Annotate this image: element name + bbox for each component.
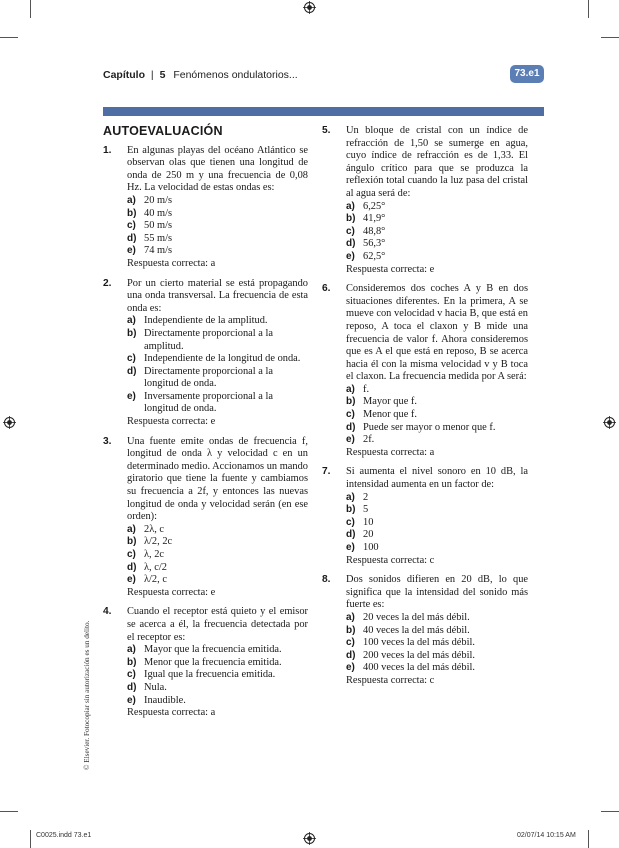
answer-option <box>346 529 528 542</box>
answer-option <box>346 384 528 397</box>
option-text: 10 <box>363 516 374 528</box>
option-letter: a) <box>127 523 136 535</box>
crop-mark <box>30 0 31 18</box>
option-letter: e) <box>127 574 136 586</box>
option-text: λ, c/2 <box>144 561 167 573</box>
crop-mark <box>588 0 589 18</box>
option-text: 2f. <box>363 434 375 446</box>
option-text: 41,9° <box>363 213 386 225</box>
registration-mark-icon <box>303 832 316 845</box>
answer-option <box>127 208 308 221</box>
option-text: Menor que la frecuencia emitida. <box>144 656 282 668</box>
answer-option <box>127 657 308 670</box>
answer-option <box>127 549 308 562</box>
question-number: 4. <box>103 606 112 618</box>
answer-option <box>346 434 528 447</box>
option-text: 2 <box>363 491 369 503</box>
answer-option <box>346 517 528 530</box>
answer-option <box>127 353 308 366</box>
crop-mark <box>588 830 589 848</box>
question-item <box>103 436 308 600</box>
question-list-right <box>322 125 528 688</box>
option-text: λ, 2c <box>144 549 165 560</box>
option-text: λ/2, 2c <box>144 536 173 548</box>
answer-option <box>346 251 528 264</box>
option-letter: e) <box>346 542 355 553</box>
question-number: 8. <box>322 574 331 586</box>
question-stem: Cuando el receptor está quieto y el emisor se acerca a él, la frecuencia detectada por el receptor es: <box>127 606 308 643</box>
answer-option <box>127 524 308 537</box>
correct-answer: Respuesta correcta: a <box>127 257 216 269</box>
option-letter: b) <box>127 656 137 668</box>
option-text: λ/2, c <box>144 574 167 586</box>
option-letter: d) <box>127 232 137 244</box>
correct-answer: Respuesta correcta: c <box>346 554 435 566</box>
answer-option <box>346 396 528 409</box>
chapter-label: Capítulo <box>103 69 145 81</box>
answer-option <box>346 238 528 251</box>
option-letter: a) <box>127 315 136 327</box>
answer-option <box>127 220 308 233</box>
option-text: 40 veces la del más débil. <box>363 624 470 636</box>
option-letter: a) <box>127 194 136 206</box>
running-header <box>103 69 298 81</box>
option-letter: c) <box>346 516 355 528</box>
crop-mark <box>0 811 18 812</box>
question-item <box>103 606 308 719</box>
header-rule <box>103 107 544 116</box>
option-letter: c) <box>127 220 136 232</box>
option-letter: e) <box>346 662 355 674</box>
option-text: Independiente de la amplitud. <box>144 315 268 327</box>
header-separator: | <box>150 69 154 81</box>
option-letter: a) <box>346 611 355 623</box>
question-item <box>322 125 528 276</box>
option-letter: d) <box>127 681 137 693</box>
answer-option <box>346 201 528 214</box>
correct-answer: Respuesta correcta: e <box>127 586 216 598</box>
answer-option <box>127 391 308 416</box>
option-text: Igual que la frecuencia emitida. <box>144 669 276 681</box>
copyright-side-note: © Elsevier. Fotocopiar sin autorización es un delito. <box>83 620 91 770</box>
option-letter: c) <box>346 225 355 237</box>
question-stem: Por un cierto material se está propagando una onda transversal. La frecuencia de esta onda es: <box>127 277 308 314</box>
answer-option <box>127 366 308 391</box>
option-text: Independiente de la longitud de onda. <box>144 353 301 365</box>
option-text: 55 m/s <box>144 232 173 244</box>
option-text: 50 m/s <box>144 220 173 232</box>
answer-option <box>127 315 308 328</box>
crop-mark <box>0 37 18 38</box>
correct-answer: Respuesta correcta: e <box>346 263 435 275</box>
question-number: 2. <box>103 277 112 289</box>
answer-option <box>346 612 528 625</box>
question-list-left <box>103 145 308 720</box>
answer-option <box>346 213 528 226</box>
answer-option <box>127 682 308 695</box>
answer-option <box>346 492 528 505</box>
footer-file-slug: C0025.indd 73.e1 <box>36 832 92 839</box>
option-letter: b) <box>346 213 356 225</box>
left-column <box>103 125 308 727</box>
option-letter: d) <box>127 561 137 573</box>
option-text: 5 <box>363 504 369 516</box>
question-item <box>322 283 528 459</box>
option-text: 48,8° <box>363 225 386 237</box>
answer-option <box>127 695 308 708</box>
option-letter: b) <box>346 396 356 408</box>
question-stem: Un bloque de cristal con un índice de refracción de 1,50 se sumerge en agua, cuyo índice de refracción es de 1,33. El ángulo crítico para que se produzca la reflexión total cuando la luz pasa del cristal al agua será de: <box>346 125 528 199</box>
chapter-number: 5 <box>159 69 166 81</box>
footer-timestamp: 02/07/14 10:15 AM <box>517 832 576 839</box>
answer-option <box>127 233 308 246</box>
correct-answer: Respuesta correcta: a <box>127 707 216 719</box>
answer-option <box>346 625 528 638</box>
question-stem: Consideremos dos coches A y B en dos situaciones diferentes. En la primera, A se mueve con velocidad v hacia B, que está en reposo, A toca el claxon y B mide una frecuencia de valor f. Ahora consideremos que es A el que está en reposo, B se acerca hacia él con la misma velocidad v y B toca el claxon. La frecuencia medida por A será: <box>346 283 528 383</box>
option-letter: b) <box>127 207 137 219</box>
answer-option <box>346 409 528 422</box>
option-letter: c) <box>127 669 136 681</box>
option-text: Directamente proporcional a la amplitud. <box>144 327 273 352</box>
option-text: Menor que f. <box>363 409 417 421</box>
answer-option <box>127 562 308 575</box>
question-item <box>103 278 308 429</box>
option-text: 20 <box>363 529 374 541</box>
answer-option <box>127 195 308 208</box>
right-column <box>322 125 528 695</box>
option-text: 20 m/s <box>144 194 173 206</box>
crop-mark <box>601 37 619 38</box>
question-number: 3. <box>103 435 112 447</box>
option-letter: e) <box>346 250 355 262</box>
option-letter: c) <box>346 637 355 649</box>
question-item <box>103 145 308 271</box>
option-text: Nula. <box>144 681 167 693</box>
crop-mark <box>30 830 31 848</box>
page-number-badge: 73.e1 <box>510 65 544 83</box>
option-text: 62,5° <box>363 250 386 262</box>
option-letter: d) <box>346 238 356 250</box>
question-item <box>322 466 528 567</box>
answer-option <box>346 662 528 675</box>
question-stem: Dos sonidos difieren en 20 dB, lo que significa que la intensidad del sonido más fuerte es: <box>346 574 528 611</box>
option-letter: b) <box>346 624 356 636</box>
question-stem: En algunas playas del océano Atlántico se observan olas que tienen una longitud de onda de 250 m y una frecuencia de 0,08 Hz. La velocidad de estas ondas es: <box>127 144 308 194</box>
answer-option <box>346 637 528 650</box>
question-stem: Una fuente emite ondas de frecuencia f, longitud de onda λ y velocidad c en un determinado medio. Accionamos un mando giratorio que tiene la fuente y cambiamos su frecuencia a 2f, y entonces las nuevas longitud de onda y velocidad serán (en ese orden): <box>127 435 308 523</box>
correct-answer: Respuesta correcta: a <box>346 446 435 458</box>
answer-option <box>127 536 308 549</box>
answer-option <box>127 669 308 682</box>
option-text: 40 m/s <box>144 207 173 219</box>
option-text: 400 veces la del más débil. <box>363 662 475 674</box>
option-letter: b) <box>127 327 137 339</box>
option-text: f. <box>363 383 370 395</box>
option-letter: e) <box>127 245 136 257</box>
option-letter: a) <box>127 644 136 656</box>
question-number: 6. <box>322 283 331 295</box>
option-letter: e) <box>127 694 136 706</box>
correct-answer: Respuesta correcta: c <box>346 674 435 686</box>
option-letter: a) <box>346 383 355 395</box>
question-number: 7. <box>322 466 331 478</box>
answer-option <box>346 226 528 239</box>
registration-mark-icon <box>3 416 16 429</box>
option-letter: e) <box>127 390 136 402</box>
answer-option <box>346 542 528 555</box>
registration-mark-icon <box>603 416 616 429</box>
option-letter: d) <box>127 365 137 377</box>
answer-option <box>127 644 308 657</box>
option-letter: b) <box>346 504 356 516</box>
option-letter: a) <box>346 491 355 503</box>
option-letter: b) <box>127 536 137 548</box>
option-text: Directamente proporcional a la longitud de onda. <box>144 365 273 390</box>
option-text: 100 <box>363 542 379 553</box>
option-letter: d) <box>346 421 356 433</box>
option-text: 20 veces la del más débil. <box>363 611 470 623</box>
question-number: 1. <box>103 144 112 156</box>
option-letter: d) <box>346 649 356 661</box>
option-text: Mayor que la frecuencia emitida. <box>144 644 282 656</box>
question-number: 5. <box>322 125 331 136</box>
correct-answer: Respuesta correcta: e <box>127 416 216 428</box>
question-item <box>322 574 528 687</box>
option-text: 200 veces la del más débil. <box>363 649 475 661</box>
answer-option <box>346 422 528 435</box>
option-text: Inversamente proporcional a la longitud de onda. <box>144 390 273 415</box>
option-text: 6,25° <box>363 200 386 212</box>
question-stem: Si aumenta el nivel sonoro en 10 dB, la intensidad aumenta en un factor de: <box>346 466 528 491</box>
option-text: Inaudible. <box>144 694 186 706</box>
registration-mark-icon <box>303 1 316 14</box>
option-letter: d) <box>346 529 356 541</box>
option-letter: c) <box>346 409 355 421</box>
chapter-title: Fenómenos ondulatorios... <box>173 69 298 81</box>
option-text: Puede ser mayor o menor que f. <box>363 421 496 433</box>
answer-option <box>127 245 308 258</box>
section-title: AUTOEVALUACIÓN <box>103 124 223 138</box>
answer-option <box>346 650 528 663</box>
crop-mark <box>601 811 619 812</box>
answer-option <box>346 504 528 517</box>
option-text: Mayor que f. <box>363 396 417 408</box>
option-text: 100 veces la del más débil. <box>363 637 475 649</box>
option-letter: c) <box>127 353 136 365</box>
option-letter: e) <box>346 434 355 446</box>
answer-option <box>127 328 308 353</box>
option-text: 56,3° <box>363 238 386 250</box>
answer-option <box>127 574 308 587</box>
option-text: 74 m/s <box>144 245 173 257</box>
option-letter: a) <box>346 200 355 212</box>
option-text: 2λ, c <box>144 523 165 535</box>
option-letter: c) <box>127 549 136 560</box>
